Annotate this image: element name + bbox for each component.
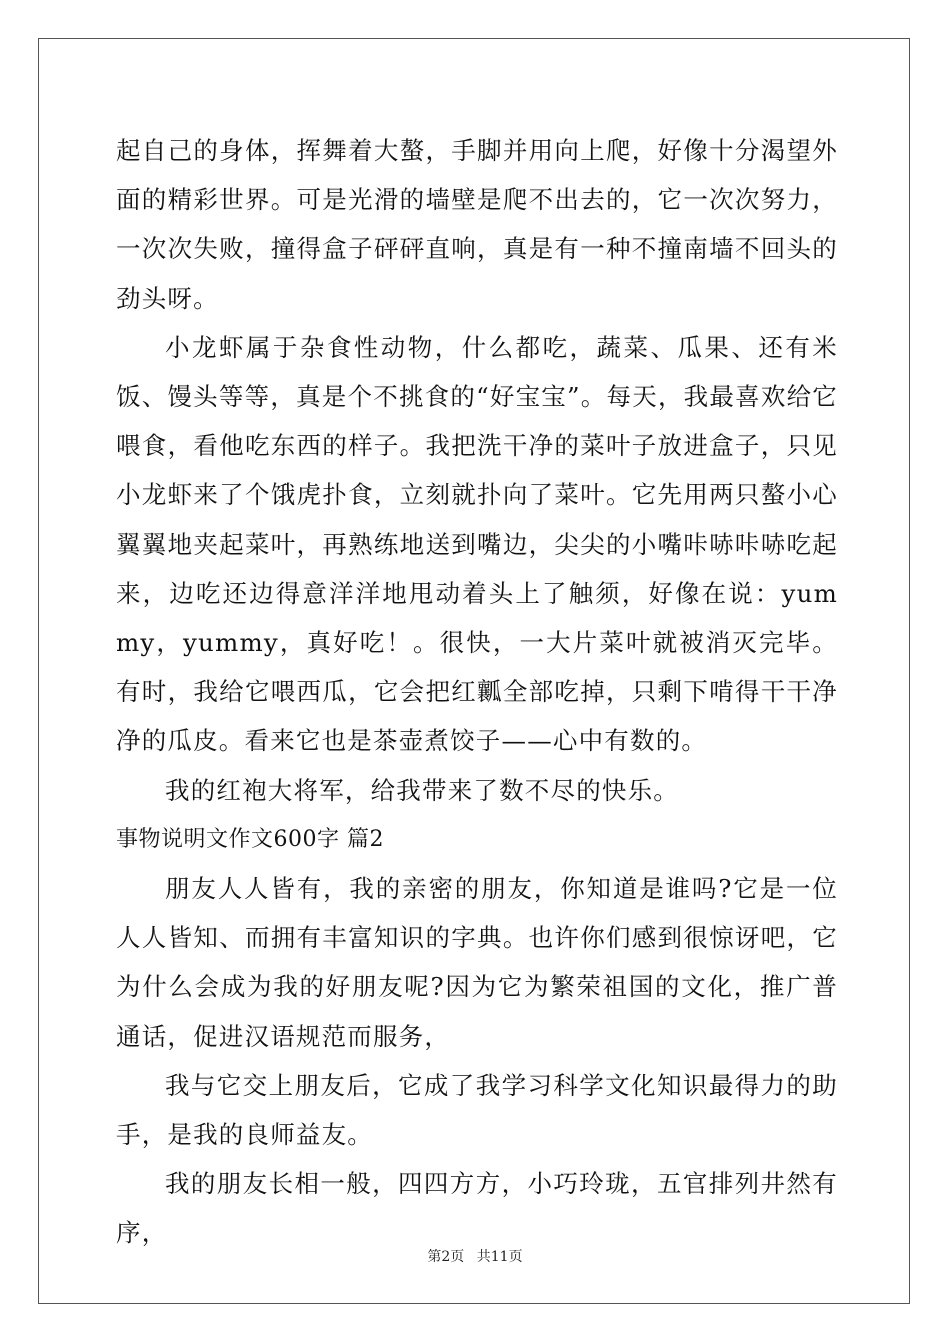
- page-total: 共11页: [476, 1249, 523, 1265]
- paragraph-crayfish-diet: 小龙虾属于杂食性动物，什么都吃，蔬菜、瓜果、还有米饭、馒头等等，真是个不挑食的“好宝宝”。每天，我最喜欢给它喂食，看他吃东西的样子。我把洗干净的菜叶子放进盒子，只见小龙虾来了个饿虎扑食，立刻就扑向了菜叶。它先用两只螯小心翼翼地夹起菜叶，再熟练地送到嘴边，尖尖的小嘴咔哧咔哧吃起来，边吃还边得意洋洋地甩动着头上了触须，好像在说：yummy，yummy，真好吃！。很快，一大片菜叶就被消灭完毕。有时，我给它喂西瓜，它会把红瓤全部吃掉，只剩下啃得干干净净的瓜皮。看来它也是茶壶煮饺子——心中有数的。: [116, 332, 838, 756]
- section-heading: 事物说明文作文600字 篇2: [116, 826, 384, 852]
- paragraph-continuation: 起自己的身体，挥舞着大螯，手脚并用向上爬，好像十分渴望外面的精彩世界。可是光滑的墙壁是爬不出去的，它一次次努力，一次次失败，撞得盒子砰砰直响，真是有一种不撞南墙不回头的劲头呀。: [116, 136, 838, 313]
- paragraph-conclusion: 我的红袍大将军，给我带来了数不尽的快乐。: [165, 775, 679, 805]
- page-number: 第2页: [427, 1249, 465, 1265]
- paragraph-friend-helper: 我与它交上朋友后，它成了我学习科学文化知识最得力的助手，是我的良师益友。: [116, 1070, 838, 1150]
- paragraph-friend-intro: 朋友人人皆有，我的亲密的朋友，你知道是谁吗?它是一位人人皆知、而拥有丰富知识的字典。也许你们感到很惊讶吧，它为什么会成为我的好朋友呢?因为它为繁荣祖国的文化，推广普通话，促进汉语规范而服务，: [116, 874, 838, 1051]
- page-footer: [0, 1246, 950, 1266]
- document-body: [116, 126, 838, 1258]
- paragraph-friend-appearance: 我的朋友长相一般，四四方方，小巧玲珑，五官排列井然有序，: [116, 1169, 838, 1248]
